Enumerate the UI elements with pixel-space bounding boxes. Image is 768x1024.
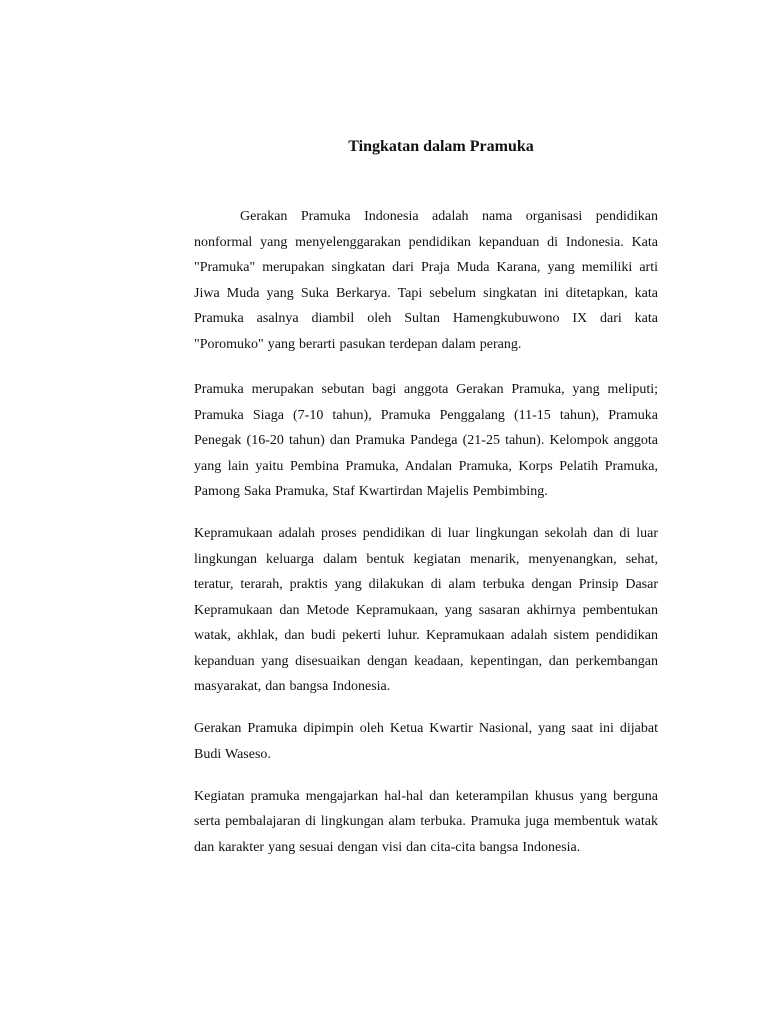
paragraph-kepramukaan: Kepramukaan adalah proses pendidikan di luar lingkungan sekolah dan di luar lingkungan keluarga dalam bentuk kegiatan menarik, menyenangkan, sehat, teratur, terarah, praktis yang dilakukan di alam terbuka dengan Prinsip Dasar Kepramukaan dan Metode Kepramukaan, yang sasaran akhirnya pembentukan watak, akhlak, dan budi pekerti luhur. Kepramukaan adalah sistem pendidikan kepanduan yang disesuaikan dengan keadaan, kepentingan, dan perkembangan masyarakat, dan bangsa Indonesia. [194,526,658,694]
paragraph-intro: Gerakan Pramuka Indonesia adalah nama organisasi pendidikan nonformal yang menyelenggarakan pendidikan kepanduan di Indonesia. Kata "Pramuka" merupakan singkatan dari Praja Muda Karana, yang memiliki arti Jiwa Muda yang Suka Berkarya. Tapi sebelum singkatan ini ditetapkan, kata Pramuka asalnya diambil oleh Sultan Hamengkubuwono IX dari kata "Poromuko" yang berarti pasukan terdepan dalam perang. [194,209,658,352]
paragraph-members: Pramuka merupakan sebutan bagi anggota Gerakan Pramuka, yang meliputi; Pramuka Siaga (7-10 tahun), Pramuka Penggalang (11-15 tahun), Pramuka Penegak (16-20 tahun) dan Pramuka Pandega (21-25 tahun). Kelompok anggota yang lain yaitu Pembina Pramuka, Andalan Pramuka, Korps Pelatih Pramuka, Pamong Saka Pramuka, Staf Kwartirdan Majelis Pembimbing. [194,382,658,499]
document-title: Tingkatan dalam Pramuka [348,138,534,155]
paragraph-leadership: Gerakan Pramuka dipimpin oleh Ketua Kwartir Nasional, yang saat ini dijabat Budi Waseso. [194,721,658,762]
paragraph-activities: Kegiatan pramuka mengajarkan hal-hal dan keterampilan khusus yang berguna serta pembalajaran di lingkungan alam terbuka. Pramuka juga membentuk watak dan karakter yang sesuai dengan visi dan cita-cita bangsa Indonesia. [194,788,658,855]
document-body [194,204,658,877]
